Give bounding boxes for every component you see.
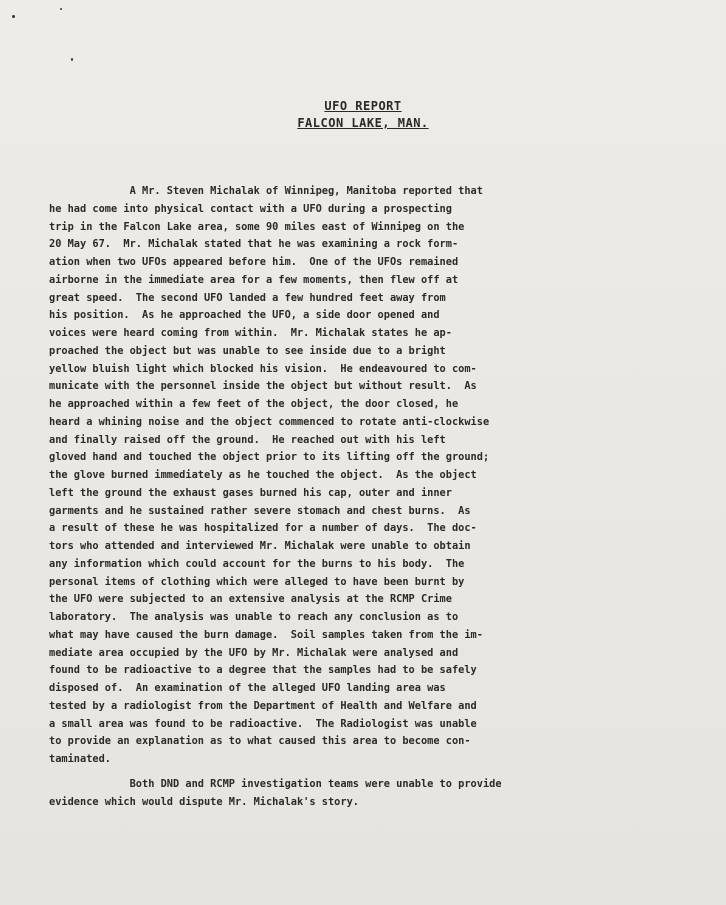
body-line: the UFO were subjected to an extensive analysis at the RCMP Crime [49,593,452,606]
body-line: he approached within a few feet of the object, the door closed, he [49,398,459,410]
body-line: a result of these he was hospitalized for a number of days. The doc- [49,522,477,535]
body-line: tors who attended and interviewed Mr. Michalak were unable to obtain [49,540,471,552]
body-line: the glove burned immediately as he touched the object. As the object [49,469,477,481]
closing-line: Both DND and RCMP investigation teams were unable to provide [49,778,502,790]
margin-speck [12,15,15,18]
body-line: and finally raised off the ground. He reached out with his left [49,433,446,446]
closing-line: evidence which would dispute Mr. Michalak's story. [49,795,359,808]
body-line: heard a whining noise and the object commenced to rotate anti-clockwise [49,415,490,428]
body-line: airborne in the immediate area for a few moments, then flew off at [49,273,459,286]
body-line: left the ground the exhaust gases burned his cap, outer and inner [49,486,452,499]
body-line: personal items of clothing which were alleged to have been burnt by [49,575,465,588]
body-line: gloved hand and touched the object prior to its lifting off the ground; [49,451,490,464]
body-line: to provide an explanation as to what caused this area to become con- [49,735,471,748]
report-closing [49,776,502,812]
report-subtitle: FALCON LAKE, MAN. [297,116,429,130]
body-line: municate with the personnel inside the object but without result. As [49,380,477,393]
report-body [49,183,489,769]
body-line: great speed. The second UFO landed a few hundred feet away from [49,291,446,304]
margin-speck [60,8,62,10]
report-title: UFO REPORT [324,99,402,113]
body-line: disposed of. An examination of the alleged UFO landing area was [49,682,446,694]
body-line: trip in the Falcon Lake area, some 90 miles east of Winnipeg on the [49,220,465,233]
margin-speck [71,58,73,61]
body-line: what may have caused the burn damage. Soil samples taken from the im- [49,628,483,641]
body-line: his position. As he approached the UFO, a side door opened and [49,309,440,322]
body-line: mediate area occupied by the UFO by Mr. Michalak were analysed and [49,646,459,659]
body-line: proached the object but was unable to see inside due to a bright [49,344,446,357]
body-line: any information which could account for the burns to his body. The [49,557,465,570]
body-line: he had come into physical contact with a UFO during a prospecting [49,202,452,215]
body-line: ation when two UFOs appeared before him. One of the UFOs remained [49,256,459,268]
body-line: yellow bluish light which blocked his vision. He endeavoured to com- [49,362,477,375]
body-line: A Mr. Steven Michalak of Winnipeg, Manitoba reported that [49,185,483,197]
body-line: tested by a radiologist from the Department of Health and Welfare and [49,699,477,712]
body-line: garments and he sustained rather severe stomach and chest burns. As [49,504,471,517]
body-line: taminated. [49,753,111,765]
body-line: found to be radioactive to a degree that the samples had to be safely [49,664,477,677]
body-line: a small area was found to be radioactive. The Radiologist was unable [49,717,477,730]
body-line: laboratory. The analysis was unable to reach any conclusion as to [49,611,459,623]
body-line: voices were heard coming from within. Mr. Michalak states he ap- [49,327,452,339]
body-line: 20 May 67. Mr. Michalak stated that he was examining a rock form- [49,238,459,251]
